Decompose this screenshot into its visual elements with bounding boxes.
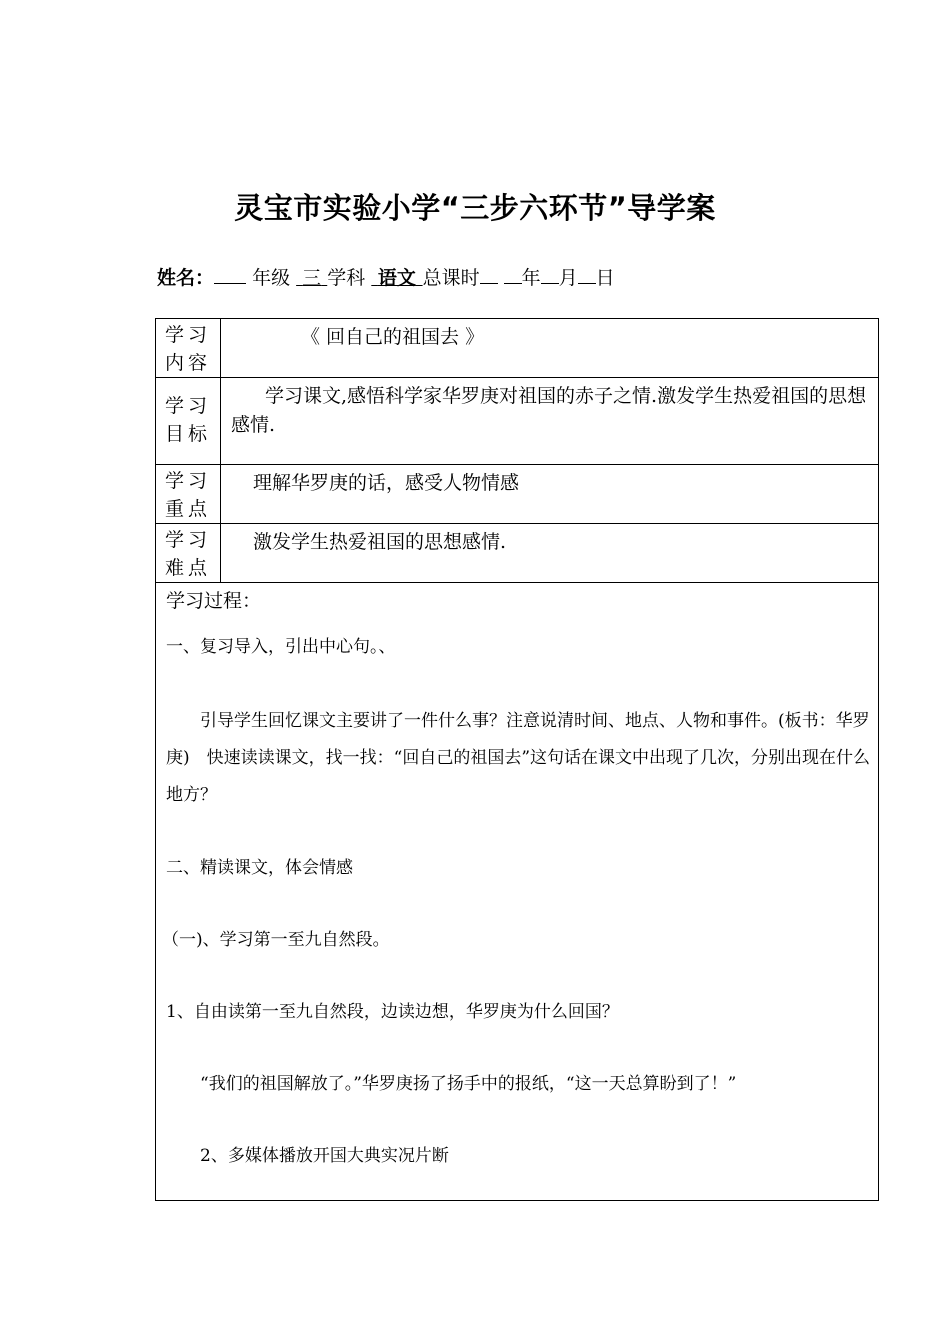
process-item-1: 1、自由读第一至九自然段，边读边想，华罗庚为什么回国？: [166, 1002, 619, 1022]
label-difficulty: 学习 难点: [156, 524, 221, 583]
year-label: 年: [521, 267, 541, 289]
process-section-1: 一、复习导入，引出中心句。、: [166, 637, 396, 657]
lesson-plan-table: [155, 318, 879, 1201]
process-section-2: 二、精读课文，体会情感: [166, 858, 353, 878]
day-blank: [578, 265, 596, 284]
process-quote: “我们的祖国解放了。”华罗庚扬了扬手中的报纸，“这一天总算盼到了！”: [200, 1074, 737, 1094]
label-study-content: 学习 内容: [156, 319, 221, 378]
label-study-objective: 学习 目标: [156, 378, 221, 465]
label-key-point: 学习 重点: [156, 465, 221, 524]
row-key-point: [156, 465, 879, 524]
row-objective: [156, 378, 879, 465]
month-label: 月: [558, 267, 578, 289]
total-lessons-label: 总课时: [422, 267, 480, 289]
grade-label: 年级: [252, 267, 291, 289]
process-paragraph-guide: 引导学生回忆课文主要讲了一件什么事？注意说清时间、地点、人物和事件。(板书：华罗庚) 快速读读课文，找一找：“回自己的祖国去”这句话在课文中出现了几次，分别出现在什么地方？: [166, 711, 871, 805]
day-label: 日: [595, 267, 615, 289]
subject-value: 语文: [377, 267, 416, 289]
document-title: 灵宝市实验小学“三步六环节”导学案: [234, 191, 716, 225]
learning-process: [156, 583, 879, 1201]
row-process: [156, 583, 879, 1201]
key-point-value: 理解华罗庚的话，感受人物情感: [221, 465, 879, 524]
row-content: [156, 319, 879, 378]
process-heading: 学习过程：: [166, 590, 262, 612]
year-blank: [504, 265, 522, 284]
row-difficulty: [156, 524, 879, 583]
process-item-2: 2、多媒体播放开国大典实况片断: [200, 1146, 449, 1166]
study-content-value: 《 回自己的祖国去 》: [221, 319, 879, 378]
difficulty-value: 激发学生热爱祖国的思想感情.: [221, 524, 879, 583]
grade-value: 三: [302, 267, 322, 289]
month-blank: [541, 265, 559, 284]
name-blank: [214, 265, 246, 284]
total-lessons-blank: [480, 265, 498, 284]
study-objective-value: 学习课文,感悟科学家华罗庚对祖国的赤子之情.激发学生热爱祖国的思想感情.: [221, 378, 879, 465]
process-subsection-1: （一)、学习第一至九自然段。: [162, 930, 390, 950]
name-label: 姓名：: [157, 267, 215, 289]
header-info-line: [157, 263, 615, 290]
subject-label: 学科: [327, 267, 366, 289]
